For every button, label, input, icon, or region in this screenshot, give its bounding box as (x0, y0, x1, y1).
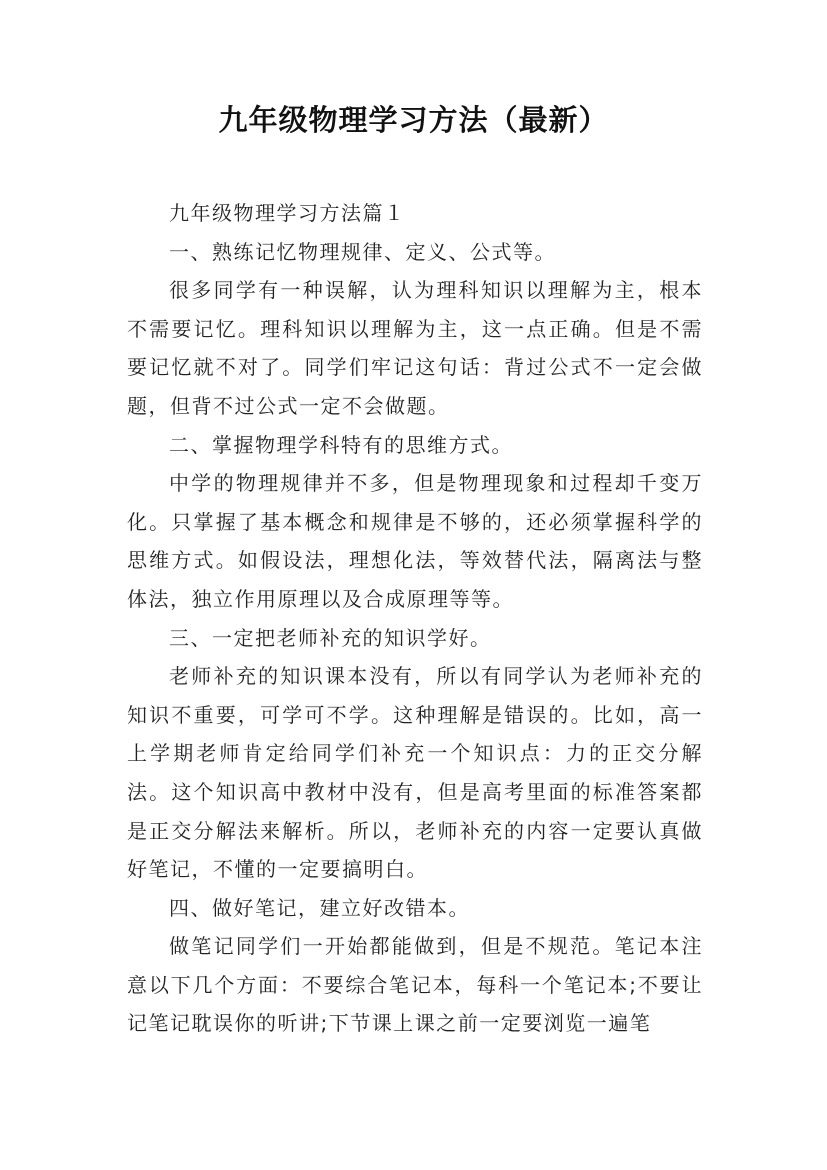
document-title: 九年级物理学习方法（最新） (218, 103, 609, 137)
subsection-heading: 一、熟练记忆物理规律、定义、公式等。 (169, 239, 556, 264)
document-body (127, 194, 703, 1043)
section-heading: 九年级物理学习方法篇１ (169, 201, 406, 225)
subsection-heading: 四、做好笔记，建立好改错本。 (169, 895, 470, 920)
body-paragraph: 做笔记同学们一开始都能做到，但是不规范。笔记本注意以下几个方面：不要综合笔记本，每科一个笔记本;不要让记笔记耽误你的听讲;下节课上课之前一定要浏览一遍笔 (127, 934, 703, 1036)
body-paragraph: 很多同学有一种误解，认为理科知识以理解为主，根本不需要记忆。理科知识以理解为主，这一点正确。但是不需要记忆就不对了。同学们牢记这句话：背过公式不一定会做题，但背不过公式一定不会做题。 (127, 278, 703, 418)
body-paragraph: 中学的物理规律并不多，但是物理现象和过程却千变万化。只掌握了基本概念和规律是不够的，还必须掌握科学的思维方式。如假设法，理想化法，等效替代法，隔离法与整体法，独立作用原理以及合成原理等等。 (127, 471, 703, 611)
body-paragraph: 老师补充的知识课本没有，所以有同学认为老师补充的知识不重要，可学可不学。这种理解是错误的。比如，高一上学期老师肯定给同学们补充一个知识点：力的正交分解法。这个知识高中教材中没有，但是高考里面的标准答案都是正交分解法来解析。所以，老师补充的内容一定要认真做好笔记，不懂的一定要搞明白。 (127, 664, 703, 882)
subsection-heading: 三、一定把老师补充的知识学好。 (169, 625, 492, 650)
subsection-heading: 二、掌握物理学科特有的思维方式。 (169, 432, 513, 457)
